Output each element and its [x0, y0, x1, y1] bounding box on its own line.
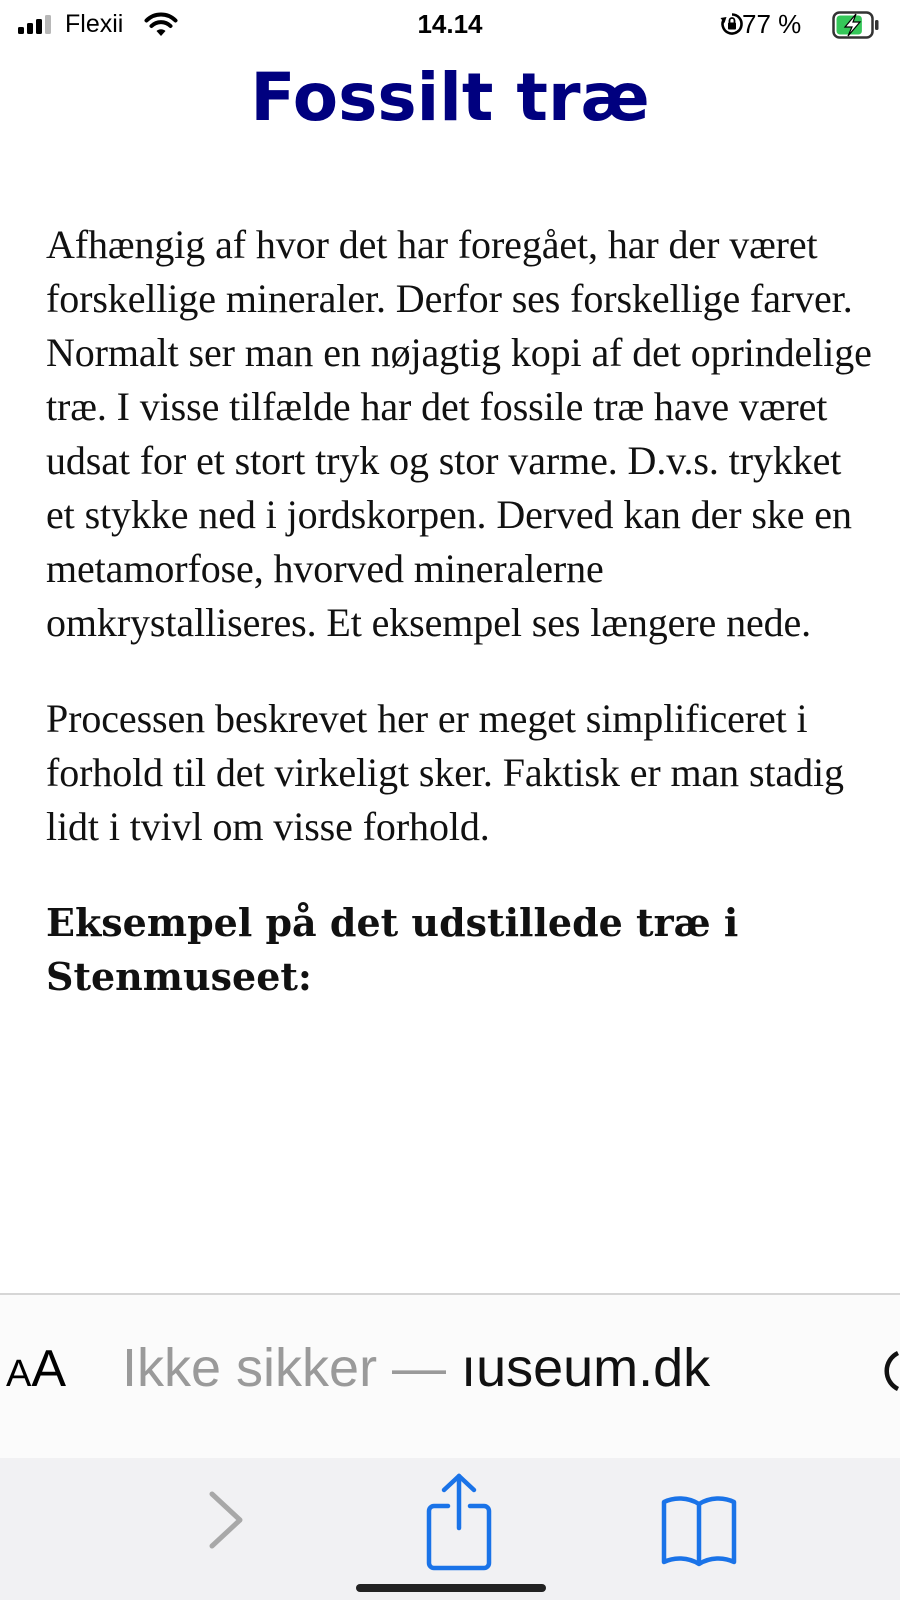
battery-charging-icon	[832, 11, 880, 44]
article-paragraph: Processen beskrevet her er meget simplificeret i forhold til det virkeligt sker. Faktisk er man stadig lidt i tvivl om visse forhold.	[46, 696, 844, 849]
battery-percentage: 77 %	[742, 9, 802, 39]
article-paragraph: Afhængig af hvor det har foregået, har der været forskellige mineraler. Derfor ses forskellige farver. Normalt ser man en nøjagtig kopi af det oprindelige træ. I visse tilfælde har det fossile træ have været udsat for et stort tryk og stor varme. D.v.s. trykket et stykke ned i jordskorpen. Derved kan der ske en metamorfose, hvorved mineralerne omkrystalliseres. Et eksempel ses længere nede.	[46, 222, 872, 645]
reader-aa-button[interactable]	[6, 1339, 66, 1399]
url-domain: ıuseum.dk	[461, 1338, 711, 1398]
aa-small-letter: A	[6, 1353, 32, 1395]
reload-icon[interactable]	[872, 1345, 900, 1400]
section-heading: Eksempel på det udstillede træ i Stenmuseet:	[46, 900, 739, 999]
article-content	[46, 218, 876, 1004]
forward-chevron-icon[interactable]	[206, 1488, 248, 1557]
page-title: Fossilt træ	[250, 59, 650, 136]
rotation-lock-icon	[720, 12, 744, 41]
security-warning-label: Ikke sikker —	[122, 1338, 462, 1398]
bookmarks-icon[interactable]	[660, 1492, 738, 1573]
status-time: 14.14	[417, 9, 483, 39]
address-bar[interactable]	[0, 1293, 900, 1460]
share-icon[interactable]	[424, 1472, 494, 1577]
home-indicator	[356, 1584, 546, 1592]
carrier-name: Flexii	[65, 10, 124, 38]
status-bar	[0, 0, 900, 50]
url-field[interactable]	[122, 1337, 710, 1399]
aa-large-letter: A	[31, 1340, 67, 1398]
browser-toolbar	[0, 1458, 900, 1600]
